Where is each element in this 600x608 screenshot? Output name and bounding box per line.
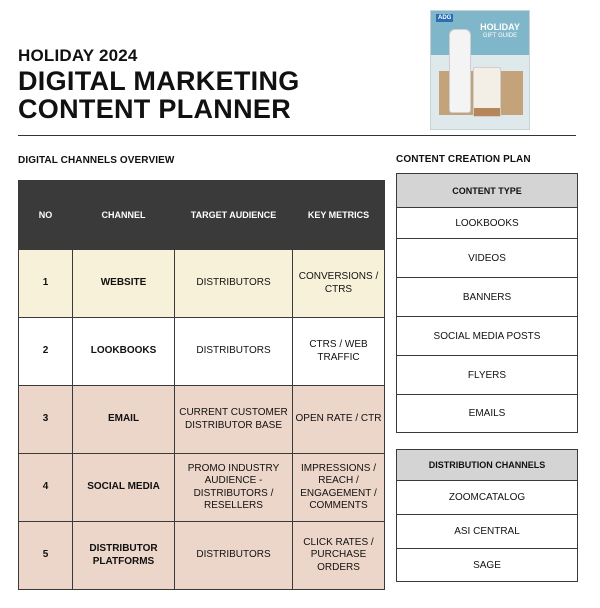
page-subtitle: HOLIDAY 2024 — [18, 46, 138, 65]
row-channel: DISTRIBUTOR PLATFORMS — [73, 522, 175, 590]
row-channel: WEBSITE — [73, 250, 175, 318]
distribution-channels-table — [396, 449, 578, 582]
row-audience: DISTRIBUTORS — [175, 522, 293, 590]
row-number: 2 — [19, 318, 73, 386]
content-type-item: LOOKBOOKS — [397, 208, 577, 239]
table-row — [19, 318, 385, 386]
channels-overview-table — [18, 180, 385, 590]
content-type-table — [396, 173, 578, 433]
cover-title: HOLIDAY — [480, 22, 520, 32]
row-number: 4 — [19, 454, 73, 522]
title-line-2: CONTENT PLANNER — [18, 94, 291, 124]
distribution-item: SAGE — [473, 559, 501, 571]
cover-subtitle: GIFT GUIDE — [482, 33, 518, 39]
row-metrics: IMPRESSIONS / REACH / ENGAGEMENT / COMMENTS — [293, 454, 385, 522]
content-plan-label: CONTENT CREATION PLAN — [396, 154, 531, 165]
row-channel: EMAIL — [73, 386, 175, 454]
row-audience: DISTRIBUTORS — [175, 318, 293, 386]
row-audience: PROMO INDUSTRY AUDIENCE - DISTRIBUTORS / RESELLERS — [175, 454, 293, 522]
table-row — [19, 454, 385, 522]
distribution-item: ZOOMCATALOG — [397, 481, 577, 515]
title-line-1: DIGITAL MARKETING — [18, 66, 300, 96]
tumbler-image — [473, 67, 501, 117]
row-channel: LOOKBOOKS — [73, 318, 175, 386]
row-number: 1 — [19, 250, 73, 318]
distribution-item: ASI CENTRAL — [397, 515, 577, 549]
table-row — [19, 522, 385, 590]
content-type-header: CONTENT TYPE — [397, 174, 577, 208]
row-channel: SOCIAL MEDIA — [73, 454, 175, 522]
col-header-channel: CHANNEL — [73, 181, 175, 250]
row-metrics: CONVERSIONS / CTRS — [293, 250, 385, 318]
row-audience: CURRENT CUSTOMER DISTRIBUTOR BASE — [175, 386, 293, 454]
bottle-image — [449, 29, 471, 113]
divider — [18, 135, 576, 136]
row-audience: DISTRIBUTORS — [175, 250, 293, 318]
col-header-audience: TARGET AUDIENCE — [175, 181, 293, 250]
overview-label: DIGITAL CHANNELS OVERVIEW — [18, 155, 175, 166]
row-metrics: OPEN RATE / CTR — [293, 386, 385, 454]
content-type-item: BANNERS — [397, 278, 577, 317]
content-type-item: EMAILS — [468, 408, 506, 419]
page-title — [18, 67, 300, 123]
table-row — [19, 386, 385, 454]
row-metrics: CTRS / WEB TRAFFIC — [293, 318, 385, 386]
table-row — [19, 250, 385, 318]
cover-logo: ADG — [438, 15, 452, 21]
row-metrics: CLICK RATES / PURCHASE ORDERS — [293, 522, 385, 590]
content-type-item: VIDEOS — [397, 239, 577, 278]
content-type-item: FLYERS — [397, 356, 577, 395]
distribution-header: DISTRIBUTION CHANNELS — [397, 450, 577, 481]
table-header-row — [19, 181, 385, 250]
content-type-item: SOCIAL MEDIA POSTS — [397, 317, 577, 356]
row-number: 5 — [19, 522, 73, 590]
col-header-metrics: KEY METRICS — [293, 181, 385, 250]
gift-guide-cover-image — [430, 10, 530, 130]
row-number: 3 — [19, 386, 73, 454]
col-header-no: NO — [19, 181, 73, 250]
